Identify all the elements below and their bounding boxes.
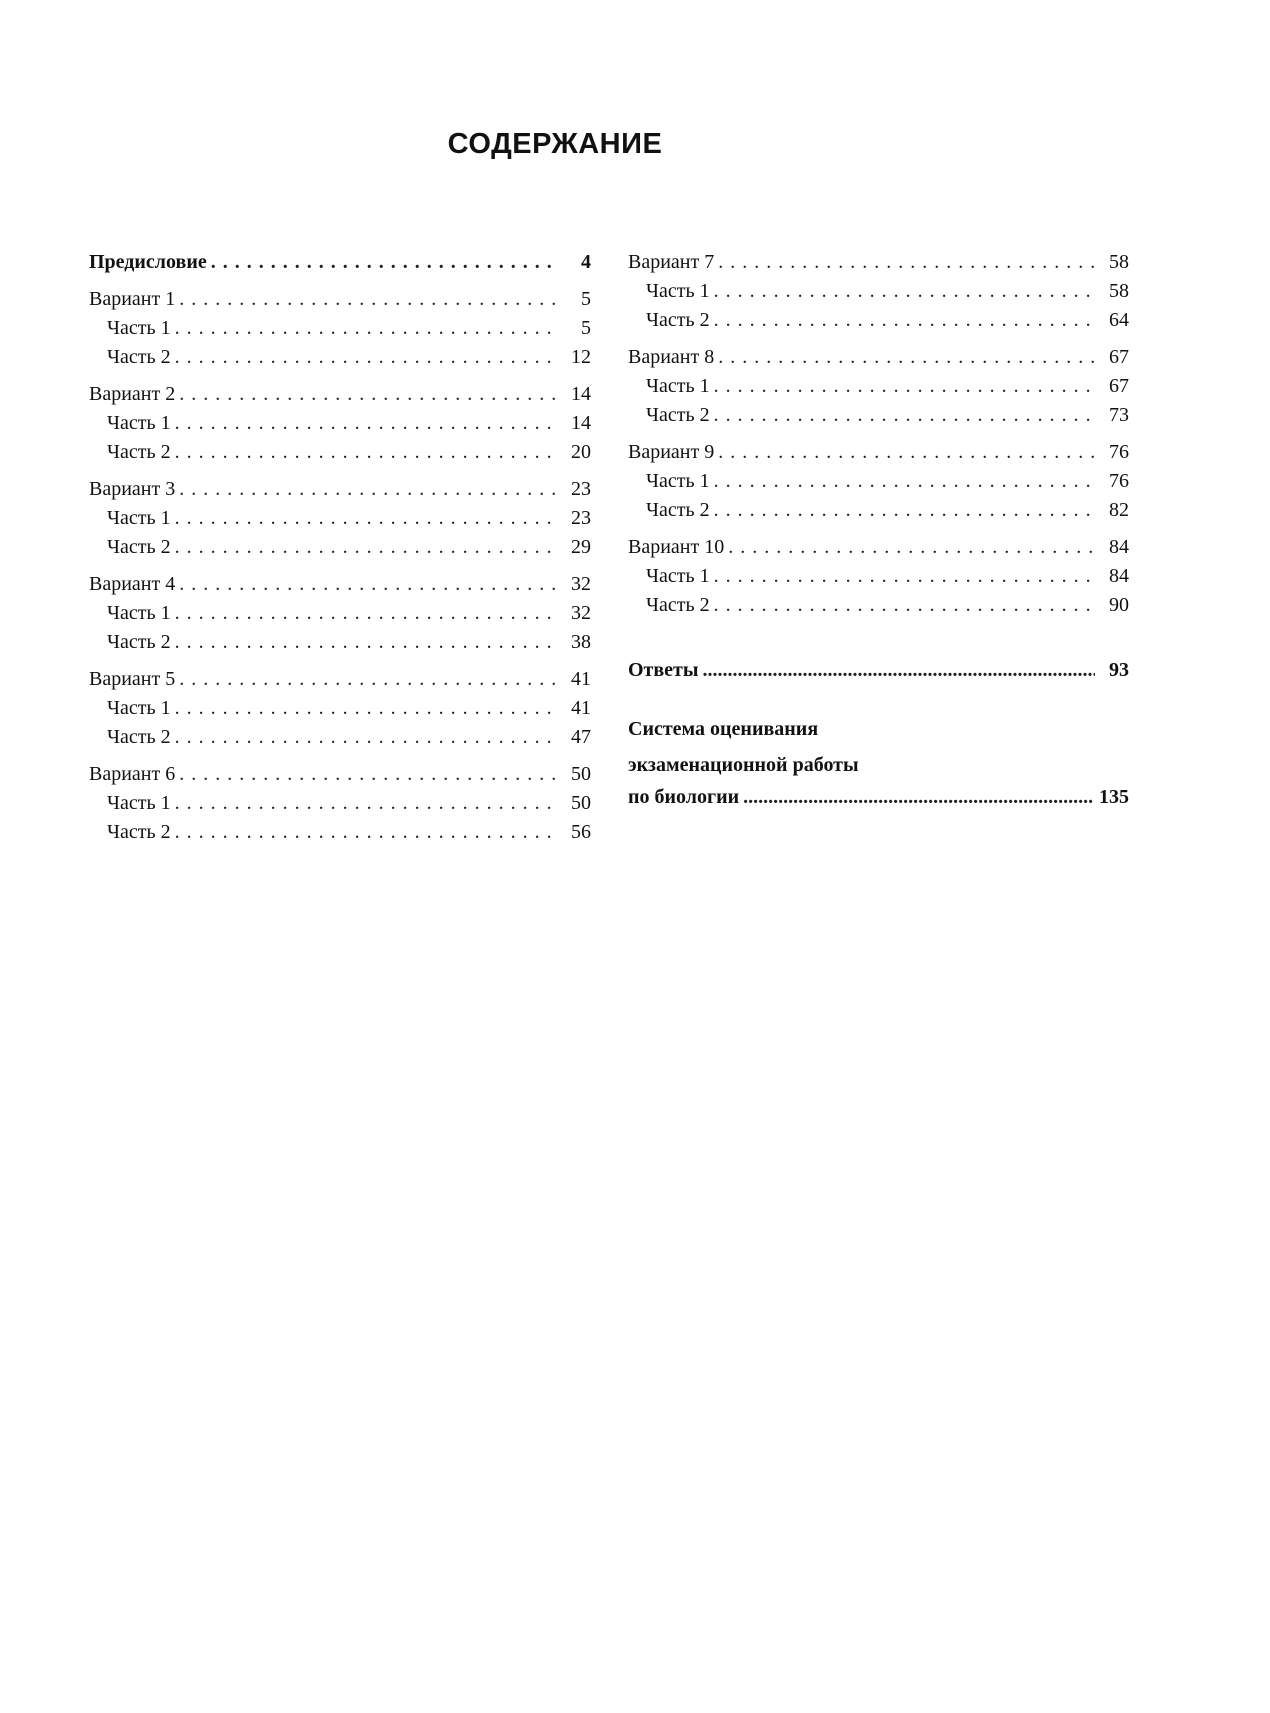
toc-variant-group bbox=[628, 533, 1129, 620]
toc-entry-label: Часть 1 bbox=[646, 470, 710, 492]
toc-entry-part[interactable] bbox=[628, 496, 1129, 525]
toc-entry-page: 67 bbox=[1109, 346, 1129, 368]
toc-entry-label: Часть 2 bbox=[107, 346, 171, 368]
toc-entry-part[interactable] bbox=[628, 562, 1129, 591]
toc-entry-label: Ответы bbox=[628, 659, 699, 681]
dot-leader bbox=[714, 372, 1095, 401]
toc-entry-page: 32 bbox=[571, 602, 591, 624]
dot-leader bbox=[175, 409, 557, 438]
dot-leader bbox=[175, 533, 557, 562]
toc-entry-part[interactable] bbox=[89, 343, 591, 372]
toc-entry-label: по биологии bbox=[628, 786, 740, 808]
toc-entry-page: 14 bbox=[571, 383, 591, 405]
toc-entry-page: 64 bbox=[1109, 309, 1129, 331]
dot-leader bbox=[718, 248, 1095, 277]
toc-entry-label: Часть 2 bbox=[107, 726, 171, 748]
toc-entry-label: Вариант 10 bbox=[628, 536, 725, 558]
dot-leader bbox=[179, 665, 557, 694]
toc-entry-page: 50 bbox=[571, 763, 591, 785]
toc-entry-label: Часть 1 bbox=[107, 317, 171, 339]
toc-entry-variant[interactable] bbox=[89, 380, 591, 409]
toc-entry-page: 58 bbox=[1109, 251, 1129, 273]
dot-leader bbox=[179, 380, 557, 409]
toc-entry-page: 5 bbox=[581, 317, 591, 339]
dot-leader bbox=[714, 306, 1095, 335]
toc-entry-label: Вариант 2 bbox=[89, 383, 176, 405]
toc-entry-part[interactable] bbox=[89, 723, 591, 752]
dot-leader bbox=[718, 343, 1095, 372]
toc-variant-group bbox=[628, 438, 1129, 525]
toc-variant-group bbox=[89, 285, 591, 372]
toc-entry-page: 84 bbox=[1109, 536, 1129, 558]
toc-entry-page: 93 bbox=[1109, 659, 1129, 681]
dot-leader bbox=[175, 789, 557, 818]
toc-entry-answers[interactable] bbox=[628, 656, 1129, 685]
toc-entry-grading-last-line bbox=[628, 783, 1129, 812]
toc-entry-label: Часть 1 bbox=[107, 602, 171, 624]
toc-variant-group bbox=[89, 380, 591, 467]
toc-entry-variant[interactable] bbox=[89, 475, 591, 504]
toc-entry-part[interactable] bbox=[89, 314, 591, 343]
toc-entry-label: Вариант 8 bbox=[628, 346, 715, 368]
toc-entry-label: Предисловие bbox=[89, 251, 207, 273]
dot-leader bbox=[211, 248, 557, 277]
toc-entry-variant[interactable] bbox=[89, 760, 591, 789]
toc-entry-page: 29 bbox=[571, 536, 591, 558]
toc-entry-page: 4 bbox=[581, 251, 591, 273]
toc-entry-label: Часть 1 bbox=[646, 280, 710, 302]
toc-entry-page: 5 bbox=[581, 288, 591, 310]
toc-entry-page: 84 bbox=[1109, 565, 1129, 587]
toc-entry-label-line: Система оценивания bbox=[628, 718, 819, 740]
toc-entry-page: 73 bbox=[1109, 404, 1129, 426]
toc-entry-grading[interactable] bbox=[628, 711, 1129, 812]
toc-entry-part[interactable] bbox=[628, 467, 1129, 496]
spacer bbox=[628, 685, 1129, 711]
toc-entry-label: Часть 2 bbox=[107, 441, 171, 463]
dot-leader bbox=[179, 760, 557, 789]
toc-entry-label: Часть 1 bbox=[107, 412, 171, 434]
toc-entry-page: 47 bbox=[571, 726, 591, 748]
toc-preface bbox=[89, 248, 591, 277]
toc-entry-page: 76 bbox=[1109, 441, 1129, 463]
toc-variant-group bbox=[89, 760, 591, 847]
toc-entry-page: 14 bbox=[571, 412, 591, 434]
toc-entry-part[interactable] bbox=[89, 409, 591, 438]
toc-entry-variant[interactable] bbox=[628, 343, 1129, 372]
dot-leader bbox=[175, 504, 557, 533]
toc-entry-label: Часть 1 bbox=[646, 375, 710, 397]
toc-entry-part[interactable] bbox=[628, 306, 1129, 335]
toc-entry-part[interactable] bbox=[628, 401, 1129, 430]
toc-entry-page: 12 bbox=[571, 346, 591, 368]
toc-entry-page: 23 bbox=[571, 478, 591, 500]
toc-entry-page: 38 bbox=[571, 631, 591, 653]
toc-entry-preface[interactable] bbox=[89, 248, 591, 277]
dot-leader bbox=[179, 570, 557, 599]
dot-leader bbox=[179, 475, 557, 504]
dot-leader bbox=[175, 343, 557, 372]
dot-leader bbox=[714, 467, 1095, 496]
toc-entry-label: Вариант 6 bbox=[89, 763, 176, 785]
toc-entry-page: 82 bbox=[1109, 499, 1129, 521]
dot-leader bbox=[175, 694, 557, 723]
dot-leader bbox=[175, 818, 557, 847]
toc-entry-label-line: экзаменационной работы bbox=[628, 754, 859, 776]
toc-entry-page: 50 bbox=[571, 792, 591, 814]
toc-entry-label: Часть 2 bbox=[107, 631, 171, 653]
toc-entry-label: Вариант 3 bbox=[89, 478, 176, 500]
toc-entry-part[interactable] bbox=[89, 694, 591, 723]
dot-leader bbox=[179, 285, 557, 314]
toc-variant-group bbox=[89, 475, 591, 562]
toc-entry-label: Часть 2 bbox=[646, 404, 710, 426]
toc-entry-page: 135 bbox=[1099, 786, 1129, 808]
toc-entry-page: 58 bbox=[1109, 280, 1129, 302]
toc-entry-part[interactable] bbox=[89, 628, 591, 657]
toc-entry-part[interactable] bbox=[89, 599, 591, 628]
dot-leader bbox=[175, 599, 557, 628]
toc-entry-label: Вариант 1 bbox=[89, 288, 176, 310]
toc-entry-page: 32 bbox=[571, 573, 591, 595]
dot-leader bbox=[714, 562, 1095, 591]
toc-entry-label: Вариант 7 bbox=[628, 251, 715, 273]
dot-leader bbox=[718, 438, 1095, 467]
toc-entry-label: Часть 1 bbox=[107, 507, 171, 529]
toc-entry-label: Часть 2 bbox=[646, 309, 710, 331]
toc-entry-page: 23 bbox=[571, 507, 591, 529]
toc-entry-part[interactable] bbox=[628, 277, 1129, 306]
toc-entry-variant[interactable] bbox=[89, 285, 591, 314]
spacer bbox=[628, 628, 1129, 656]
toc-entry-part[interactable] bbox=[89, 533, 591, 562]
toc-entry-part[interactable] bbox=[89, 818, 591, 847]
toc-entry-label: Вариант 5 bbox=[89, 668, 176, 690]
toc-variant-group bbox=[628, 343, 1129, 430]
toc-entry-part[interactable] bbox=[628, 591, 1129, 620]
toc-entry-part[interactable] bbox=[628, 372, 1129, 401]
toc-entry-page: 41 bbox=[571, 668, 591, 690]
toc-entry-part[interactable] bbox=[89, 504, 591, 533]
toc-entry-label: Вариант 9 bbox=[628, 441, 715, 463]
dot-leader bbox=[703, 656, 1096, 685]
dot-leader bbox=[714, 591, 1095, 620]
toc-entry-variant[interactable] bbox=[89, 665, 591, 694]
dot-leader bbox=[175, 314, 557, 343]
dot-leader bbox=[714, 401, 1095, 430]
dot-leader bbox=[743, 783, 1093, 812]
toc-entry-page: 67 bbox=[1109, 375, 1129, 397]
toc-entry-label: Часть 1 bbox=[107, 792, 171, 814]
dot-leader bbox=[175, 723, 557, 752]
toc-left-column bbox=[89, 248, 591, 855]
dot-leader bbox=[728, 533, 1095, 562]
toc-entry-part[interactable] bbox=[89, 438, 591, 467]
dot-leader bbox=[175, 628, 557, 657]
toc-entry-part[interactable] bbox=[89, 789, 591, 818]
toc-entry-variant[interactable] bbox=[628, 248, 1129, 277]
dot-leader bbox=[714, 277, 1095, 306]
toc-entry-variant[interactable] bbox=[628, 533, 1129, 562]
toc-entry-label: Часть 1 bbox=[646, 565, 710, 587]
toc-entry-variant[interactable] bbox=[628, 438, 1129, 467]
toc-entry-page: 41 bbox=[571, 697, 591, 719]
dot-leader bbox=[714, 496, 1095, 525]
toc-entry-page: 20 bbox=[571, 441, 591, 463]
toc-variant-group bbox=[89, 570, 591, 657]
toc-entry-label: Часть 2 bbox=[107, 536, 171, 558]
toc-entry-label: Вариант 4 bbox=[89, 573, 176, 595]
toc-entry-label: Часть 2 bbox=[646, 594, 710, 616]
toc-entry-page: 56 bbox=[571, 821, 591, 843]
toc-entry-page: 90 bbox=[1109, 594, 1129, 616]
toc-entry-page: 76 bbox=[1109, 470, 1129, 492]
toc-right-column bbox=[628, 248, 1129, 812]
toc-entry-label: Часть 1 bbox=[107, 697, 171, 719]
toc-entry-label: Часть 2 bbox=[107, 821, 171, 843]
dot-leader bbox=[175, 438, 557, 467]
page-title: СОДЕРЖАНИЕ bbox=[447, 128, 663, 160]
toc-variant-group bbox=[89, 665, 591, 752]
toc-variant-group bbox=[628, 248, 1129, 335]
toc-entry-variant[interactable] bbox=[89, 570, 591, 599]
toc-entry-label: Часть 2 bbox=[646, 499, 710, 521]
